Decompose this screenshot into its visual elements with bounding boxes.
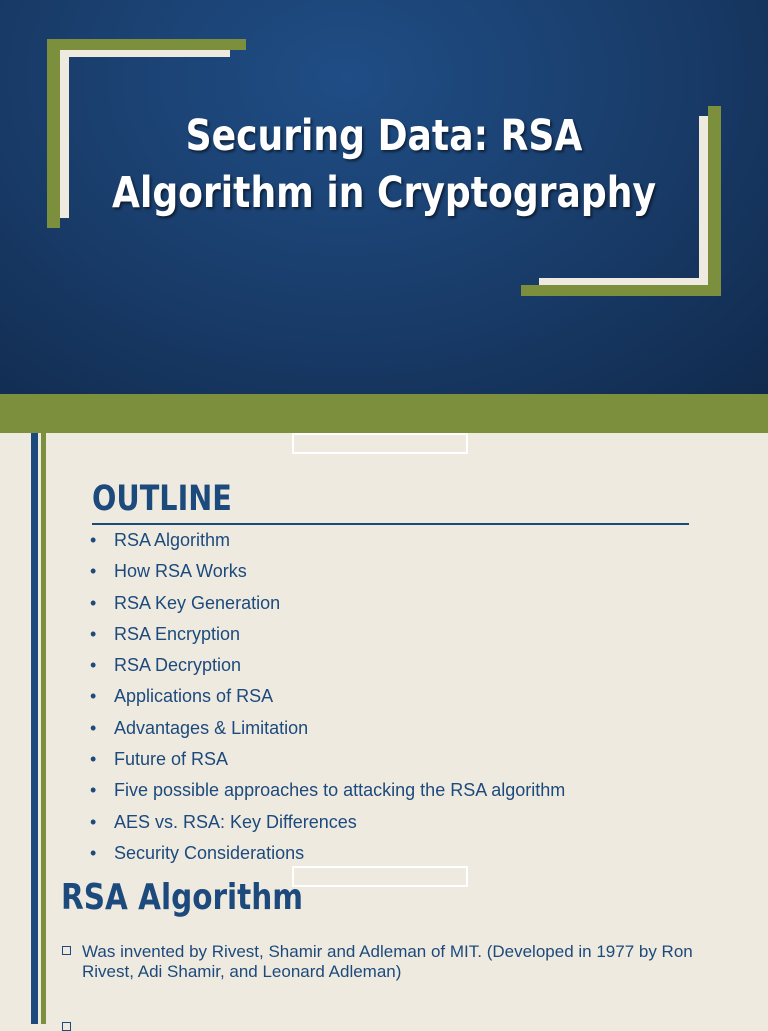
outline-list (90, 527, 565, 871)
bullet-icon: • (90, 561, 97, 582)
outline-item-label: RSA Decryption (114, 655, 242, 676)
frame-corner-bottom-right-white-vertical (699, 116, 708, 285)
outline-item (90, 809, 565, 840)
bullet-icon: • (90, 717, 97, 738)
rsa-paragraph-1 (62, 942, 732, 982)
outline-heading-underline (92, 523, 689, 525)
frame-corner-bottom-right-white-horizontal (539, 278, 708, 285)
outline-item (90, 683, 565, 714)
frame-corner-top-left-white-horizontal (60, 50, 230, 57)
outline-item-label: Future of RSA (114, 749, 229, 770)
outline-item-label: Security Considerations (114, 842, 305, 863)
outline-item-label: Advantages & Limitation (114, 717, 309, 738)
frame-corner-bottom-right-green-horizontal (521, 285, 721, 296)
empty-placeholder-box-bottom (292, 866, 468, 887)
bullet-icon: • (90, 749, 97, 770)
outline-item-label: RSA Algorithm (114, 530, 231, 550)
outline-item (90, 621, 565, 652)
bullet-icon: • (90, 592, 97, 613)
slide-divider-band (0, 394, 768, 433)
frame-corner-top-left-green-horizontal (47, 39, 246, 50)
outline-item (90, 590, 565, 621)
bullet-icon: • (90, 780, 97, 801)
bullet-icon: • (90, 655, 97, 676)
outline-item (90, 527, 565, 558)
left-accent-bar-blue (31, 433, 38, 1024)
outline-item (90, 652, 565, 683)
outline-item-label: RSA Encryption (114, 623, 241, 644)
bullet-icon: • (90, 811, 97, 832)
outline-item (90, 558, 565, 589)
rsa-paragraph-1-text: Was invented by Rivest, Shamir and Adleman of MIT. (Developed in 1977 by Ron Rivest, Adi Shamir, and Leonard Adleman) (82, 942, 693, 981)
bullet-icon: • (90, 842, 97, 863)
slide-title (112, 108, 656, 222)
outline-item-label: How RSA Works (114, 561, 247, 582)
bullet-icon: • (90, 686, 97, 707)
outline-slide (0, 433, 768, 1024)
outline-item-label: RSA Key Generation (114, 592, 281, 613)
frame-corner-top-left-green-vertical (47, 39, 60, 228)
checkbox-bullet-icon (62, 1022, 71, 1031)
outline-heading: OUTLINE (92, 479, 232, 519)
slide-title-line-1: Securing Data: RSA (185, 111, 583, 161)
outline-item-label: AES vs. RSA: Key Differences (114, 811, 357, 832)
rsa-section-heading: RSA Algorithm (61, 877, 304, 918)
outline-item (90, 746, 565, 777)
checkbox-bullet-icon (62, 946, 71, 955)
outline-item-label: Applications of RSA (114, 686, 274, 707)
title-slide (0, 0, 768, 394)
left-accent-bar-green (41, 433, 46, 1024)
frame-corner-bottom-right-green-vertical (708, 106, 721, 296)
empty-placeholder-box-top (292, 433, 468, 454)
outline-item (90, 715, 565, 746)
frame-corner-top-left-white-vertical (60, 50, 69, 218)
outline-item-label: Five possible approaches to attacking the RSA algorithm (114, 780, 566, 801)
bullet-icon: • (90, 623, 97, 644)
outline-item (90, 777, 565, 808)
slide-title-line-2: Algorithm in Cryptography (111, 168, 657, 218)
bullet-icon: • (90, 530, 97, 550)
